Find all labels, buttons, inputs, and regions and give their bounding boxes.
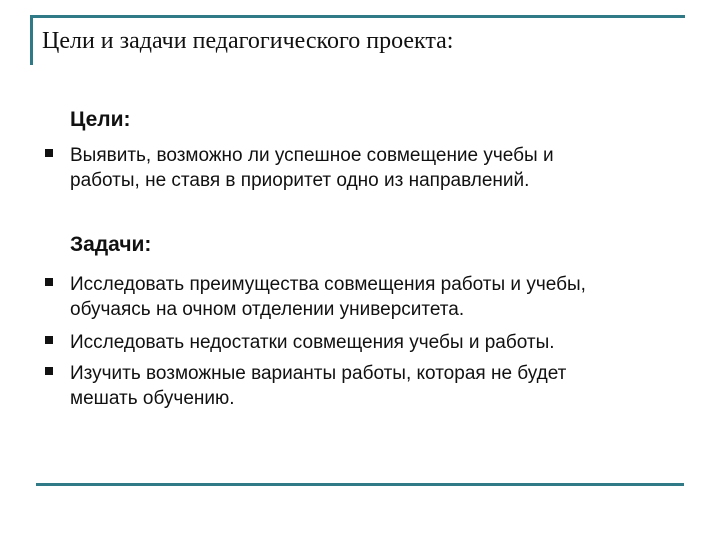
goal-item-text: Выявить, возможно ли успешное совмещение учебы и работы, не ставя в приоритет одно из направлений. [70, 145, 554, 191]
square-bullet-icon [45, 149, 53, 157]
square-bullet-icon [45, 336, 53, 344]
square-bullet-icon [45, 367, 53, 375]
task-item-text: Исследовать преимущества совмещения работы и учебы, обучаясь на очном отделении университета. [70, 274, 586, 320]
tasks-heading: Задачи: [70, 233, 152, 256]
title-left-rule [30, 15, 33, 65]
footer-rule [36, 483, 684, 486]
goals-heading: Цели: [70, 108, 131, 131]
task-item-text: Изучить возможные варианты работы, которая не будет мешать обучению. [70, 363, 567, 409]
title-top-rule [30, 15, 685, 18]
slide-title: Цели и задачи педагогического проекта: [42, 28, 454, 54]
square-bullet-icon [45, 278, 53, 286]
task-item-text: Исследовать недостатки совмещения учебы и работы. [70, 332, 555, 353]
